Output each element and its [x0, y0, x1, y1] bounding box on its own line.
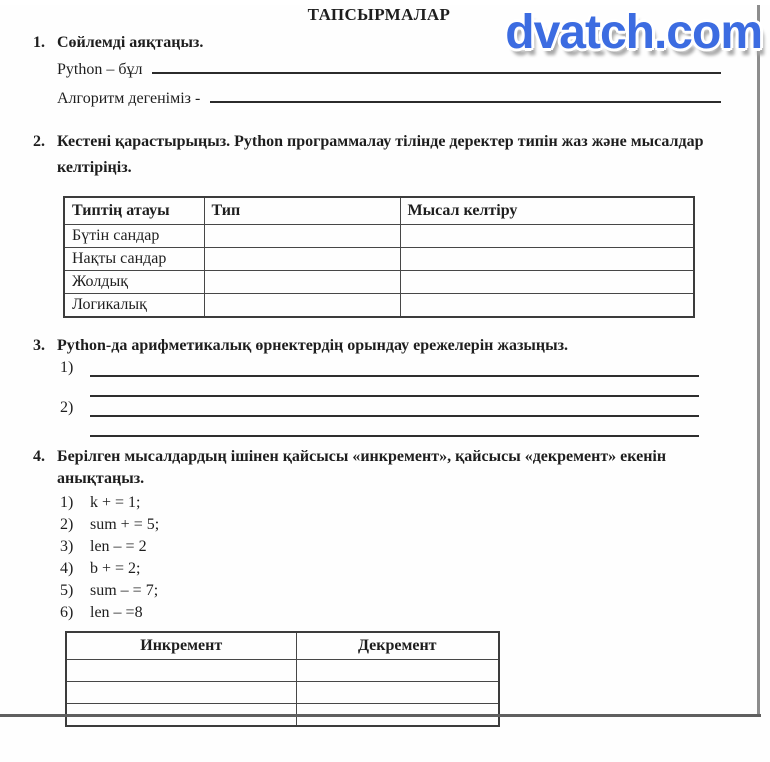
col-header-decrement: Декремент — [296, 632, 499, 660]
item-number: 3) — [60, 538, 74, 555]
col-header-type: Тип — [204, 197, 400, 225]
empty-cell — [400, 225, 694, 248]
page-title: ТАПСЫРМАЛАР — [307, 5, 451, 24]
rule-1-blank-continued — [90, 379, 699, 397]
item-code: sum – = 7; — [90, 582, 159, 599]
table-row — [66, 660, 499, 682]
item-number: 4) — [60, 560, 74, 577]
watermark-text: dvatch.com — [505, 6, 762, 59]
col-header-increment: Инкремент — [66, 632, 296, 660]
table-row — [64, 225, 694, 248]
scanned-worksheet-page — [0, 5, 770, 762]
table-row — [64, 248, 694, 271]
rule-line-2 — [60, 397, 733, 417]
type-name-cell: Бүтін сандар — [64, 225, 204, 248]
incdec-header-row — [66, 632, 499, 660]
item-code: len – =8 — [90, 604, 143, 621]
empty-cell — [66, 682, 296, 704]
task-2 — [33, 129, 733, 318]
item-code: len – = 2 — [90, 538, 147, 555]
table-row — [66, 682, 499, 704]
data-types-header-row — [64, 197, 694, 225]
task-2-number: 2. — [33, 133, 45, 150]
rule-1-number: 1) — [60, 359, 74, 376]
increment-decrement-table — [65, 631, 500, 727]
task-3-heading: Python-да арифметикалық өрнектердің орындау ережелерін жазыңыз. — [57, 337, 569, 354]
task-4-number: 4. — [33, 448, 45, 465]
empty-cell — [296, 682, 499, 704]
item-number: 5) — [60, 582, 74, 599]
list-item — [60, 602, 733, 624]
page-edge-right — [757, 5, 760, 716]
rule-line-2-continued — [60, 417, 733, 437]
item-number: 1) — [60, 494, 74, 511]
rule-2-number: 2) — [60, 399, 74, 416]
rule-2-blank-continued — [90, 419, 699, 437]
task-2-heading-row — [33, 129, 733, 181]
empty-cell — [204, 225, 400, 248]
type-name-cell: Жолдық — [64, 271, 204, 294]
task-3-heading-row — [33, 335, 733, 357]
page-edge-bottom — [0, 714, 761, 717]
table-row — [64, 294, 694, 318]
table-row — [64, 271, 694, 294]
item-code: k + = 1; — [90, 494, 141, 511]
fill-line-algorithm-blank — [210, 83, 721, 103]
list-item — [60, 580, 733, 602]
task-3 — [33, 335, 733, 437]
list-item — [60, 536, 733, 558]
worksheet-content — [33, 32, 733, 727]
data-types-table — [63, 196, 695, 318]
rule-line-1-continued — [60, 377, 733, 397]
task-2-heading: Кестені қарастырыңыз. Python программалау тілінде деректер типін жаз және мысалдар келтіріңіз. — [57, 133, 704, 176]
empty-cell — [204, 248, 400, 271]
empty-cell — [66, 660, 296, 682]
list-item — [60, 558, 733, 580]
empty-cell — [296, 660, 499, 682]
fill-line-algorithm-label: Алгоритм дегеніміз - — [57, 90, 201, 107]
col-header-type-name: Типтің атауы — [64, 197, 204, 225]
list-item — [60, 514, 733, 536]
item-number: 6) — [60, 604, 74, 621]
type-name-cell: Логикалық — [64, 294, 204, 318]
item-code: sum + = 5; — [90, 516, 160, 533]
list-item — [60, 492, 733, 514]
rule-1-blank — [90, 359, 699, 377]
item-code: b + = 2; — [90, 560, 141, 577]
empty-cell — [400, 271, 694, 294]
task-4-heading-row — [33, 446, 733, 490]
task-1-number: 1. — [33, 34, 45, 51]
item-number: 2) — [60, 516, 74, 533]
task-4 — [33, 446, 733, 727]
task-3-number: 3. — [33, 337, 45, 354]
task-1-heading: Сөйлемді аяқтаңыз. — [57, 34, 204, 51]
empty-cell — [400, 294, 694, 318]
type-name-cell: Нақты сандар — [64, 248, 204, 271]
col-header-example: Мысал келтіру — [400, 197, 694, 225]
code-example-list — [33, 492, 733, 624]
empty-cell — [204, 271, 400, 294]
task-4-heading: Берілген мысалдардың ішінен қайсысы «инкремент», қайсысы «декремент» екенін анықтаңыз. — [57, 448, 667, 487]
fill-line-python-label: Python – бұл — [57, 61, 143, 78]
rule-2-blank — [90, 399, 699, 417]
fill-line-algorithm — [57, 83, 733, 112]
empty-cell — [400, 248, 694, 271]
empty-cell — [204, 294, 400, 318]
rule-line-1 — [60, 357, 733, 377]
